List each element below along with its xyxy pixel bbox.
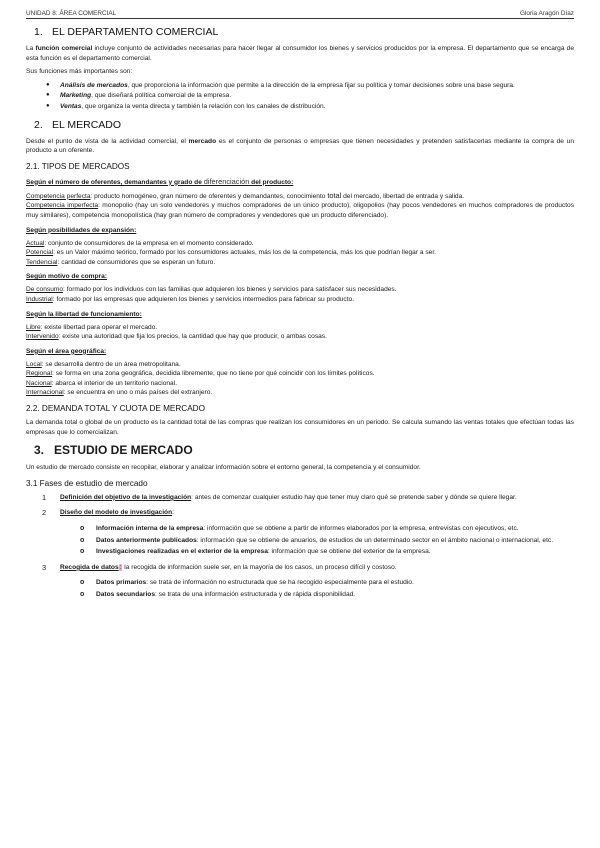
subsection-2-1-heading: 2.1. TIPOS DE MERCADOS [26,161,130,171]
definition: Internacional: se encuentra en uno o más países del extranjero. [26,389,213,397]
definition: Nacional: abarca el interior de un territorio nacional. [26,379,178,387]
list-item: o Datos anteriormente publicados: información que se obtiene de anuarios, de estudios de un determinado sector en el ámbito nacional o internacional, etc. [96,536,574,546]
subsection-2-2-heading: 2.2. DEMANDA TOTAL Y CUOTA DE MERCADO [26,404,205,414]
list-item: 3 Recogida de datos: la recogida de información suele ser, en la mayoría de los casos, un proceso difícil y costoso. o Datos primarios: se trata de información no estructurada que se ha recogido especialmente para el estudio. o Datos secundarios: se trata de una información estructurada y de rápida disponibilidad. [58,563,574,600]
group-title-oferentes: Según el número de oferentes, demandantes y grado de diferenciación del producto: [26,176,294,186]
list-item: ● Marketing, que diseñará política comercial de la empresa. [60,91,574,101]
s1-paragraph-1: La función comercial incluye conjunto de actividades necesarias para hacer llegar al consumidor los bienes y servicios producidos por la empresa. El departamento que se encarga de esta función es el departamento comercial. [26,45,574,62]
group-title-motivo: Según motivo de compra: [26,273,107,281]
subsection-3-1-heading: 3.1 Fases de estudio de mercado [26,478,148,488]
definition: Competencia perfecta: producto homogéneo, gran número de oferentes y demandantes, conocimiento total del mercado, libertad de entrada y salida. [26,190,465,200]
definition: Potencial: es un Valor máximo teórico, formado por los consumidores actuales, más los de la competencia, más los que podrían llegar a ser. [26,249,437,257]
definition: De consumo: formado por los individuos con las familias que adquieren los bienes y servicios para satisfacer sus necesidades. [26,286,397,294]
section-2-heading: 2. EL MERCADO [34,118,122,131]
phase-list [42,492,574,600]
list-item: o Investigaciones realizadas en el exterior de la empresa: información que se obtiene del exterior de la empresa. [96,547,574,557]
definition: Industrial: formado por las empresas que adquieren los bienes y servicios intermedios para fabricar su producto. [26,295,355,303]
list-item: ● Ventas, que organiza la venta directa y también la relación con los canales de distribución. [60,102,574,112]
list-item: ● Análisis de mercados, que proporciona la información que permite a la dirección de la empresa fijar su política y tomar decisiones sobre una base segura. [60,81,574,91]
list-item: 1 Definición del objetivo de la investigación: antes de comenzar cualquier estudio hay que tener muy claro qué se pretende saber y dónde se quiere llegar. [42,492,517,502]
group-title-expansion: Según posibilidades de expansión: [26,226,137,234]
s1-function-list [60,81,574,112]
highlight-mark: : [119,563,122,571]
definition: Competencia imperfecta: monopolio (hay un solo vendedores y muchos compradores de un único producto), oligopolios (hay pocos vendedores en muchos compradores de productos muy similares), competencia monopolística (hay gran número de compradores y vendedores que un producto diferenciado). [26,202,575,219]
definition: Local: se desarrolla dentro de un área metropolitana. [26,360,181,368]
list-item: o Información interna de la empresa: información que se obtiene a partir de informes elaborados por la empresa, entrevistas con ejecutivos, etc. [96,524,574,534]
s2-paragraph-1: Desde el punto de vista de la actividad comercial, el mercado es el conjunto de personas o empresas que tienen necesidades y pretenden satisfacerlas mediante la compra de un producto a un oferente. [26,137,574,155]
list-item: o Datos secundarios: se trata de una información estructurada y de rápida disponibilidad. [96,590,574,600]
s2-2-paragraph: La demanda total o global de un producto es la cantidad total de las compras que realizan los consumidores en un periodo. Se calcula sumando las ventas totales que efectúan todas las empresas que lo comercializan. [26,419,574,436]
sublist [96,524,574,557]
group-title-libertad: Según la libertad de funcionamiento: [26,310,142,318]
definition: Tendencial: cantidad de consumidores que se esperan un futuro. [26,258,216,266]
header-unit: UNIDAD 8: ÁREA COMERCIAL [26,10,117,17]
definition: Regional: se forma en una zona geográfica, decidida libremente, que no tiene por qué coincidir con los límites políticos. [26,370,375,378]
s3-paragraph-1: Un estudio de mercado consiste en recopilar, elaborar y analizar información sobre el entorno general, la competencia y el consumidor. [26,464,421,472]
definition: Actual: conjunto de consumidores de la empresa en el momento considerado. [26,239,254,247]
list-item: o Datos primarios: se trata de información no estructurada que se ha recogido especialmente para el estudio. [96,578,574,588]
running-header [26,10,574,19]
group-title-area: Según el área geográfica: [26,347,107,355]
s1-paragraph-2: Sus funciones más importantes son: [26,68,133,76]
definition: Intervenido: existe una autoridad que fija los precios, la cantidad que hay que producir, o ambas cosas. [26,333,327,341]
definition: Libre: existe libertad para operar el mercado. [26,323,158,331]
header-author: Gloria Aragón Díaz [520,10,574,17]
section-1-heading: 1. EL DEPARTAMENTO COMERCIAL [34,26,219,38]
section-3-heading: 3. ESTUDIO DE MERCADO [34,443,193,458]
sublist [96,578,574,599]
list-item: 2 Diseño del modelo de investigación: o Información interna de la empresa: información que se obtiene a partir de informes elaborados por la empresa, entrevistas con ejecutivos, etc. o Datos anteriormente publicados: información que se obtiene de anuarios, de estudios de un determinado sector en el ámbito nacional o internacional, etc. o Investigaciones realizadas en el exterior de la empresa: información que se obtiene del exterior de la empresa. [58,508,574,556]
